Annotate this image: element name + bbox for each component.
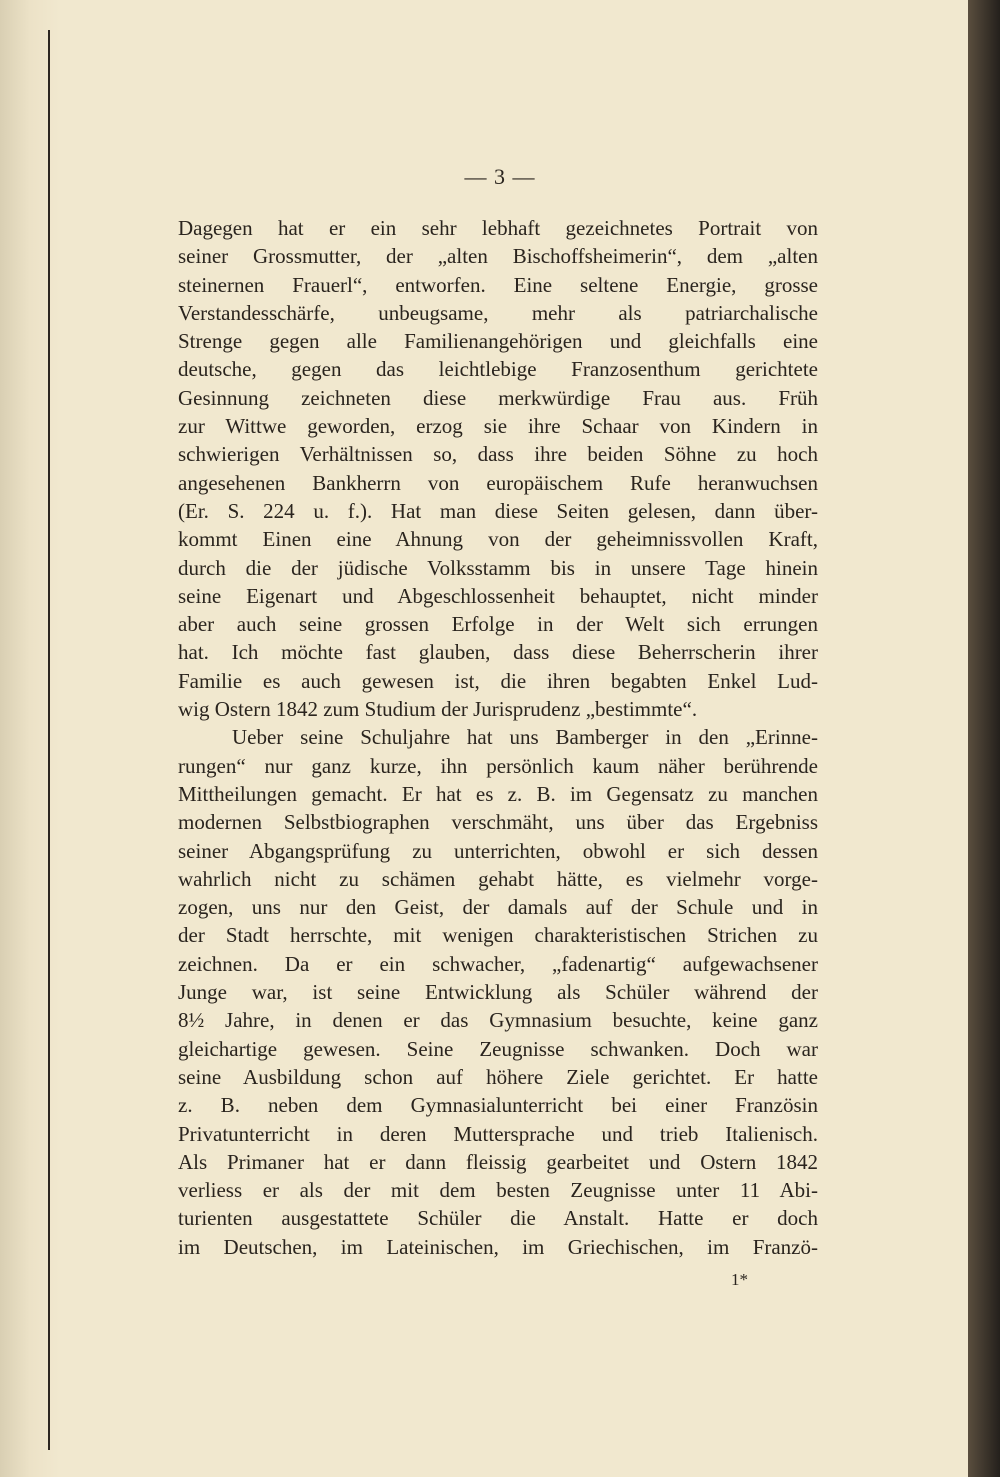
text-line: verliess er als der mit dem besten Zeugnisse unter 11 Abi- xyxy=(178,1178,818,1203)
text-line: rungen“ nur ganz kurze, ihn persönlich kaum näher berührende xyxy=(178,753,818,778)
text-line: deutsche, gegen das leichtlebige Franzosenthum gerichtete xyxy=(178,357,818,382)
text-line: seine Ausbildung schon auf höhere Ziele gerichtet. Er hatte xyxy=(178,1064,818,1089)
text-line: turienten ausgestattete Schüler die Anstalt. Hatte er doch xyxy=(178,1206,818,1231)
text-line: wahrlich nicht zu schämen gehabt hätte, es vielmehr vorge- xyxy=(178,866,818,891)
text-line: Gesinnung zeichneten diese merkwürdige Frau aus. Früh xyxy=(178,385,818,410)
text-line: modernen Selbstbiographen verschmäht, uns über das Ergebniss xyxy=(178,810,818,835)
text-line: Dagegen hat er ein sehr lebhaft gezeichnetes Portrait von xyxy=(178,216,818,240)
text-line: seine Eigenart und Abgeschlossenheit behauptet, nicht minder xyxy=(178,583,818,608)
text-line: schwierigen Verhältnissen so, dass ihre beiden Söhne zu hoch xyxy=(178,442,818,467)
text-line: Als Primaner hat er dann fleissig gearbeitet und Ostern 1842 xyxy=(178,1149,818,1174)
text-line: der Stadt herrschte, mit wenigen charakteristischen Strichen zu xyxy=(178,923,818,948)
text-line: steinernen Frauerl“, entworfen. Eine seltene Energie, grosse xyxy=(178,272,818,297)
text-line: Junge war, ist seine Entwicklung als Schüler während der xyxy=(178,980,818,1005)
text-line: z. B. neben dem Gymnasialunterricht bei einer Französin xyxy=(178,1093,818,1118)
text-line: zeichnen. Da er ein schwacher, „fadenartig“ aufgewachsener xyxy=(178,951,818,976)
text-line: Privatunterricht in deren Muttersprache und trieb Italienisch. xyxy=(178,1121,818,1146)
text-line: 8½ Jahre, in denen er das Gymnasium besuchte, keine ganz xyxy=(178,1008,818,1033)
binding-fold xyxy=(48,30,50,1450)
text-line: zogen, uns nur den Geist, der damals auf der Schule und in xyxy=(178,895,818,920)
text-line: Familie es auch gewesen ist, die ihren begabten Enkel Lud- xyxy=(178,668,818,693)
text-line: (Er. S. 224 u. f.). Hat man diese Seiten gelesen, dann über- xyxy=(178,498,818,523)
text-line: seiner Abgangsprüfung zu unterrichten, obwohl er sich dessen xyxy=(178,838,818,863)
text-line: aber auch seine grossen Erfolge in der Welt sich errungen xyxy=(178,612,818,637)
text-line: angesehenen Bankherrn von europäischem Rufe heranwuchsen xyxy=(178,470,818,495)
gutter-shadow xyxy=(0,0,60,1477)
signature-mark: 1* xyxy=(731,1270,748,1289)
text-line: seiner Grossmutter, der „alten Bischoffsheimerin“, dem „alten xyxy=(178,244,818,269)
text-line: durch die der jüdische Volksstamm bis in unsere Tage hinein xyxy=(178,555,818,580)
scan-background-edge xyxy=(968,0,1000,1477)
body-text xyxy=(178,214,818,1261)
page-number: — 3 — xyxy=(464,164,536,189)
text-line: Verstandesschärfe, unbeugsame, mehr als patriarchalische xyxy=(178,300,818,325)
text-line: hat. Ich möchte fast glauben, dass diese Beherrscherin ihrer xyxy=(178,640,818,665)
text-line: wig Ostern 1842 zum Studium der Jurisprudenz „bestimmte“. xyxy=(178,697,698,722)
text-line: kommt Einen eine Ahnung von der geheimnissvollen Kraft, xyxy=(178,527,818,552)
text-line: Ueber seine Schuljahre hat uns Bamberger in den „Erinne- xyxy=(232,725,818,750)
text-line: Mittheilungen gemacht. Er hat es z. B. im Gegensatz zu manchen xyxy=(178,781,818,806)
text-line: im Deutschen, im Lateinischen, im Griechischen, im Franzö- xyxy=(178,1234,818,1259)
text-line: gleichartige gewesen. Seine Zeugnisse schwanken. Doch war xyxy=(178,1036,818,1061)
text-line: Strenge gegen alle Familienangehörigen und gleichfalls eine xyxy=(178,329,818,354)
text-line: zur Wittwe geworden, erzog sie ihre Schaar von Kindern in xyxy=(178,414,818,439)
